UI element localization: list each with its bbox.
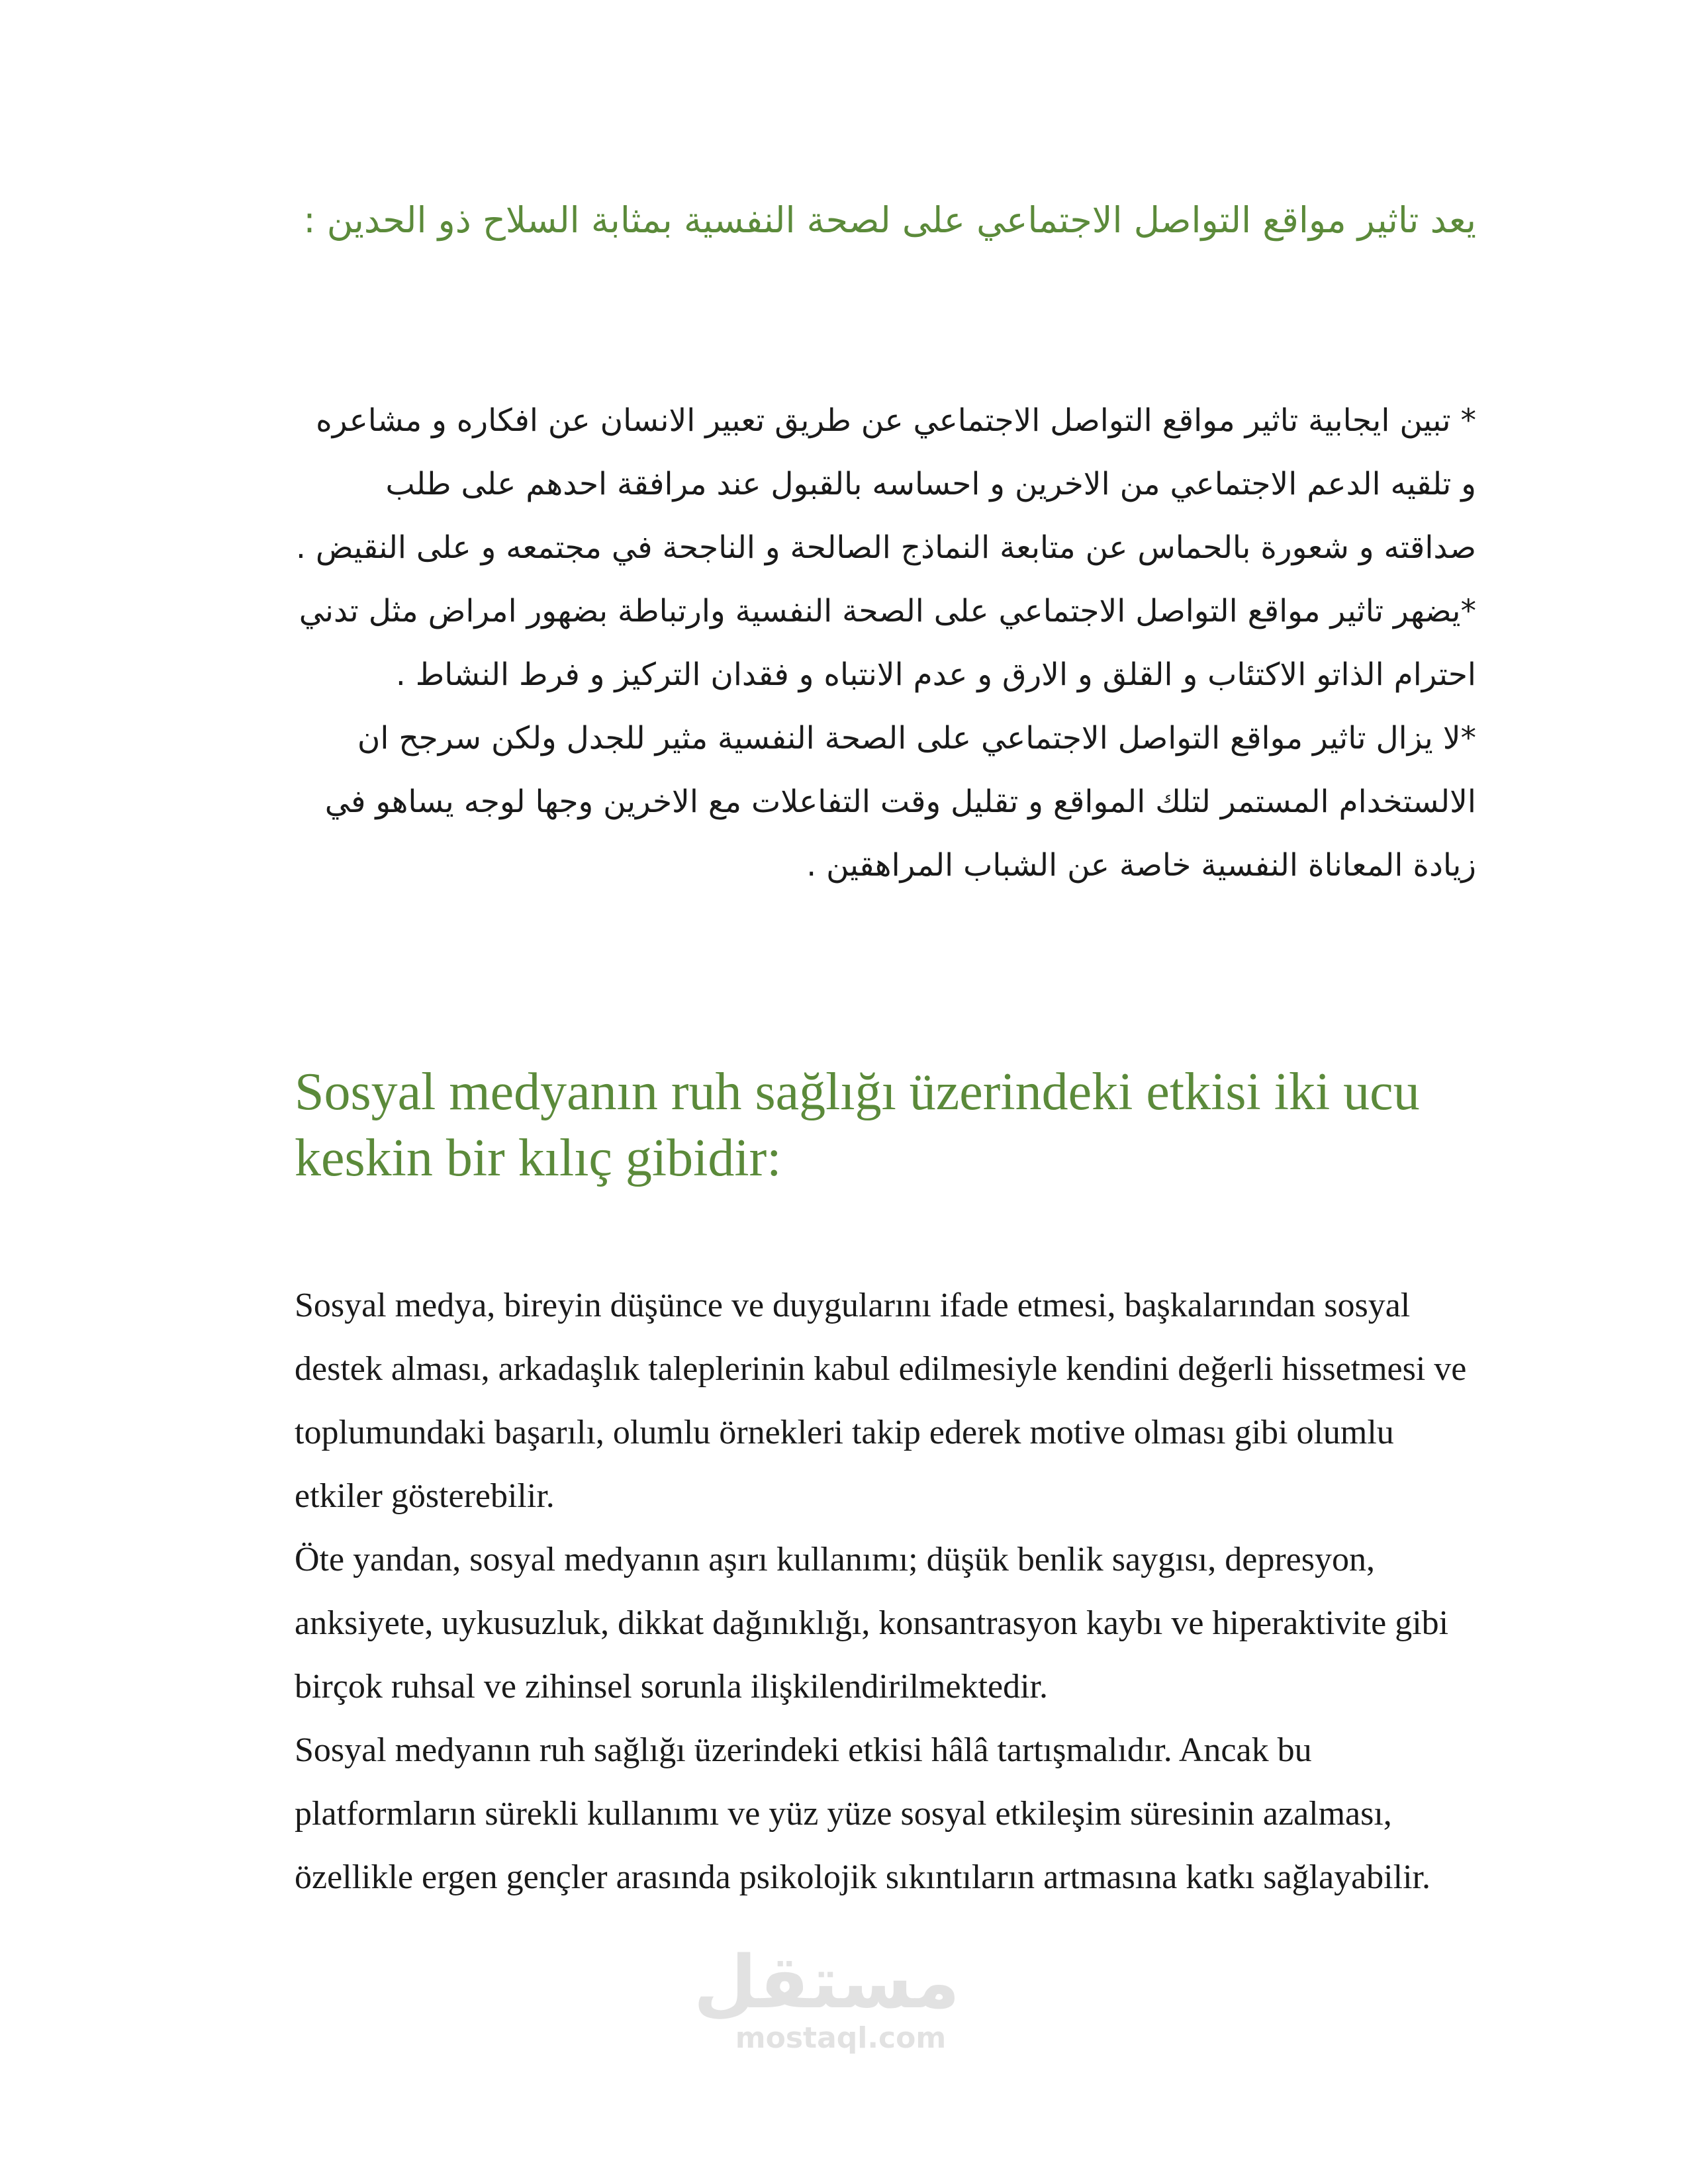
arabic-paragraph-3: *لا يزال تاثير مواقع التواصل الاجتماعي على الصحة النفسية مثير للجدل ولكن سرجح ان الالستخدام المستمر لتلك المواقع و تقليل وقت التفاعلات مع الاخرين وجها لوجه يساهو في زيادة المعاناة النفسية خاصة عن الشباب المراهقين . [324, 720, 1476, 884]
turkish-paragraph-3: Sosyal medyanın ruh sağlığı üzerindeki etkisi hâlâ tartışmalıdır. Ancak bu platformların sürekli kullanımı ve yüz yüze sosyal etkileşim süresinin azalması, özellikle ergen gençler arasında psikolojik sıkıntıların artmasına katkı sağlayabilir. [295, 1731, 1430, 1896]
turkish-paragraph-2: Öte yandan, sosyal medyanın aşırı kullanımı; düşük benlik saygısı, depresyon, anksiyete, uykusuzluk, dikkat dağınıklığı, konsantrasyon kaybı ve hiperaktivite gibi birçok ruhsal ve zihinsel sorunla ilişkilendirilmektedir. [295, 1541, 1449, 1706]
arabic-paragraph-2: *يضهر تاثير مواقع التواصل الاجتماعي على الصحة النفسية وارتباطة بضهور امراض مثل تدني احترام الذاتو الاكتئاب و القلق و الارق و عدم الانتباه و فقدان التركيز و فرط النشاط . [299, 593, 1476, 693]
watermark-url: mostaql.com [735, 2021, 947, 2055]
arabic-body [291, 389, 1476, 897]
arabic-paragraph-1: * تبين ايجابية تاثير مواقع التواصل الاجتماعي عن طريق تعبير الانسان عن افكاره و مشاعره و تلقيه الدعم الاجتماعي من الاخرين و احساسه بالقبول عند مرافقة احدهم على طلب صداقته و شعورة بالحماس عن متابعة النماذج الصالحة و الناجحة في مجتمعه و على النقيض . [295, 402, 1476, 566]
turkish-heading: Sosyal medyanın ruh sağlığı üzerindeki etkisi iki ucu keskin bir kılıç gibidir: [295, 1063, 1420, 1187]
arabic-heading: يعد تاثير مواقع التواصل الاجتماعي على لصحة النفسية بمثابة السلاح ذو الحدين : [303, 199, 1476, 241]
mostaql-watermark [693, 1940, 960, 2055]
turkish-paragraph-1: Sosyal medya, bireyin düşünce ve duygularını ifade etmesi, başkalarından sosyal destek alması, arkadaşlık taleplerinin kabul edilmesiyle kendini değerli hissetmesi ve toplumundaki başarılı, olumlu örnekleri takip ederek motive olması gibi olumlu etkiler gösterebilir. [295, 1287, 1467, 1515]
turkish-body [295, 1274, 1473, 1909]
watermark-logo: مستقل [693, 1940, 960, 2025]
